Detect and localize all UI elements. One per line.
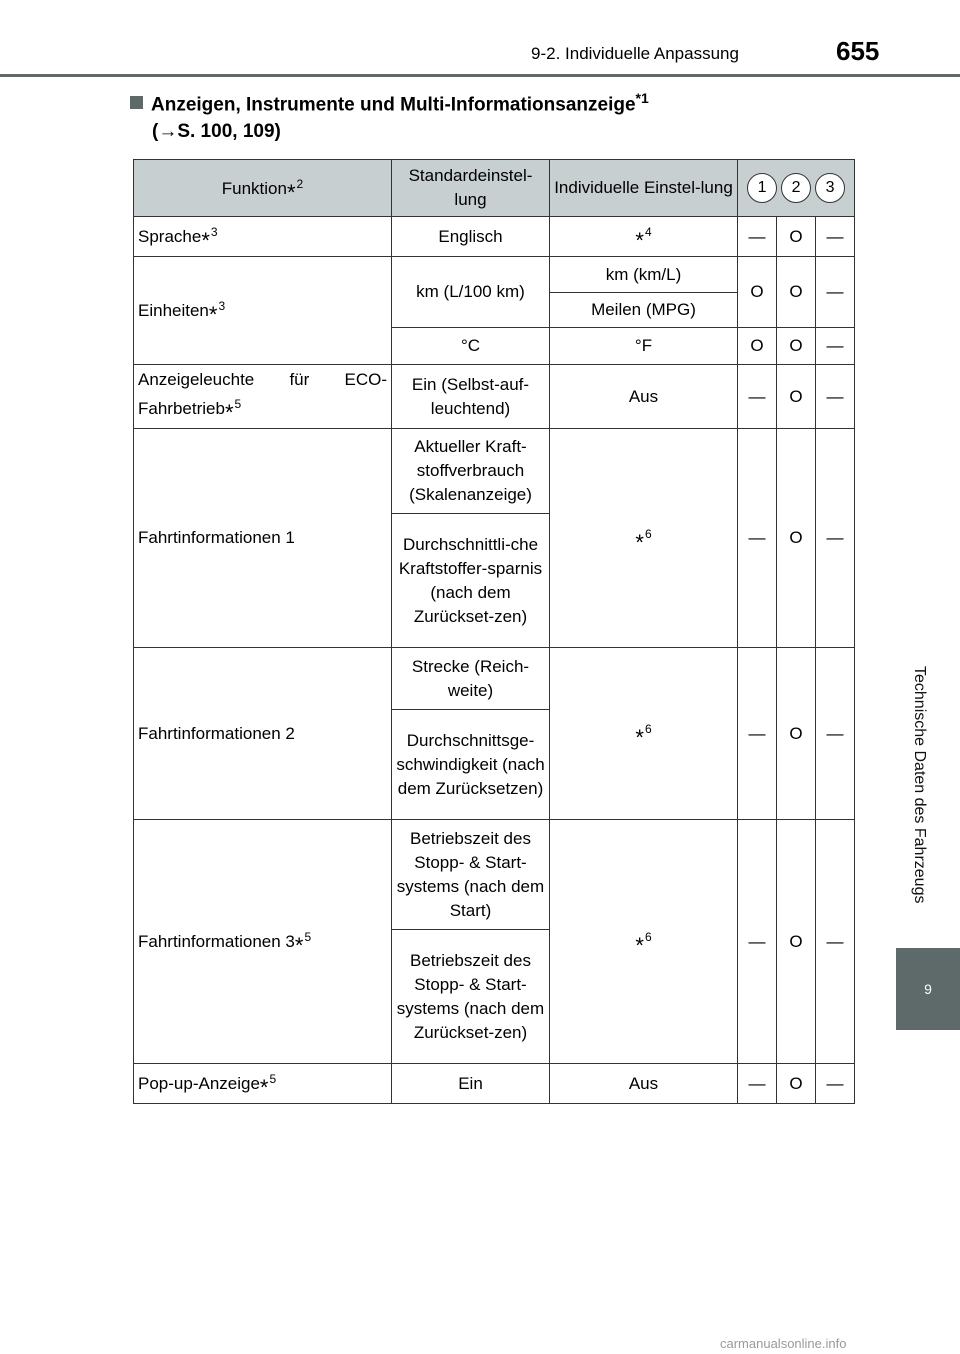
section-title-text: Anzeigen, Instrumente und Multi-Informationsanzeige	[151, 94, 636, 116]
settings-table	[133, 159, 855, 1104]
mark-cell-2: O	[777, 648, 816, 820]
circled-number-2: 2	[781, 173, 811, 203]
table-row	[134, 217, 855, 257]
function-cell: Fahrtinformationen 2	[134, 648, 392, 820]
circled-number-1: 1	[747, 173, 777, 203]
table-header-row	[134, 160, 855, 217]
function-cell: Anzeigeleuchte für ECO-Fahrbetrieb*$^5$	[134, 365, 392, 429]
header-function: Funktion*$^2$	[134, 160, 392, 217]
custom-cell: Aus	[550, 1064, 738, 1104]
custom-cell: Durchschnittli-che Kraftstoffer-sparnis (nach dem Zurückset-zen)	[392, 514, 550, 648]
mark-cell-1: —	[738, 365, 777, 429]
mark-cell-3: —	[816, 365, 855, 429]
function-cell: Einheiten*$^3$	[134, 257, 392, 365]
mark-cell-2: O	[777, 365, 816, 429]
page-number: 655	[836, 36, 880, 66]
custom-cell: Durchschnittsge-schwindigkeit (nach dem Zurücksetzen)	[392, 710, 550, 820]
mark-cell-1: —	[738, 1064, 777, 1104]
custom-cell: Aus	[550, 365, 738, 429]
mark-cell-3: —	[816, 648, 855, 820]
function-cell: Sprache*$^3$	[134, 217, 392, 257]
section-page-reference: (→S. 100, 109)	[152, 121, 281, 142]
mark-cell-1: —	[738, 217, 777, 257]
mark-cell-3: —	[816, 328, 855, 365]
mark-cell-3: —	[816, 257, 855, 328]
mark-cell-3: —	[816, 429, 855, 648]
mark-cell-2: O	[777, 1064, 816, 1104]
custom-cell: Meilen (MPG)	[550, 293, 738, 328]
default-cell: °C	[392, 328, 550, 365]
header-custom-setting: Individuelle Einstel-lung	[550, 160, 738, 217]
mark-cell-1: O	[738, 328, 777, 365]
custom-cell: Aktueller Kraft-stoffverbrauch (Skalenanzeige)	[392, 429, 550, 514]
mark-cell-2: O	[777, 429, 816, 648]
mark-cell-3: —	[816, 820, 855, 1064]
chapter-number: 9	[924, 981, 932, 997]
table-row	[134, 820, 855, 930]
header-rule	[0, 74, 960, 77]
chapter-tab	[896, 948, 960, 1030]
mark-cell-2: O	[777, 820, 816, 1064]
mark-cell-2: O	[777, 257, 816, 328]
running-header-section: 9-2. Individuelle Anpassung	[531, 44, 739, 63]
circled-number-3: 3	[815, 173, 845, 203]
table-row	[134, 1064, 855, 1104]
mark-cell-2: O	[777, 217, 816, 257]
default-cell: *$^6$	[550, 648, 738, 820]
custom-cell: *$^4$	[550, 217, 738, 257]
mark-cell-3: —	[816, 1064, 855, 1104]
square-bullet-icon	[130, 96, 143, 109]
table-row	[134, 648, 855, 710]
mark-cell-3: —	[816, 217, 855, 257]
section-title-footnote: *1	[635, 90, 649, 106]
chapter-title: Technische Daten des Fahrzeugs	[911, 666, 928, 904]
watermark: carmanualsonline.info	[720, 1336, 847, 1351]
default-cell: Ein (Selbst-auf-leuchtend)	[392, 365, 550, 429]
mark-cell-1: —	[738, 648, 777, 820]
custom-cell: km (km/L)	[550, 257, 738, 293]
function-cell: Pop-up-Anzeige*$^5$	[134, 1064, 392, 1104]
function-cell: Fahrtinformationen 1	[134, 429, 392, 648]
default-cell: km (L/100 km)	[392, 257, 550, 328]
default-cell: *$^6$	[550, 429, 738, 648]
default-cell: *$^6$	[550, 820, 738, 1064]
table-row	[134, 429, 855, 514]
mark-cell-1: O	[738, 257, 777, 328]
default-cell: Englisch	[392, 217, 550, 257]
mark-cell-1: —	[738, 429, 777, 648]
header-circled-numbers	[738, 160, 855, 217]
header-default-setting: Standardeinstel-lung	[392, 160, 550, 217]
default-cell: Ein	[392, 1064, 550, 1104]
section-title	[130, 90, 649, 116]
function-cell: Fahrtinformationen 3*$^5$	[134, 820, 392, 1064]
table-row	[134, 257, 855, 293]
mark-cell-2: O	[777, 328, 816, 365]
custom-cell: °F	[550, 328, 738, 365]
custom-cell: Strecke (Reich-weite)	[392, 648, 550, 710]
custom-cell: Betriebszeit des Stopp- & Start-systems (nach dem Zurückset-zen)	[392, 930, 550, 1064]
mark-cell-1: —	[738, 820, 777, 1064]
table-row	[134, 365, 855, 429]
chapter-side-label	[898, 650, 940, 920]
custom-cell: Betriebszeit des Stopp- & Start-systems (nach dem Start)	[392, 820, 550, 930]
